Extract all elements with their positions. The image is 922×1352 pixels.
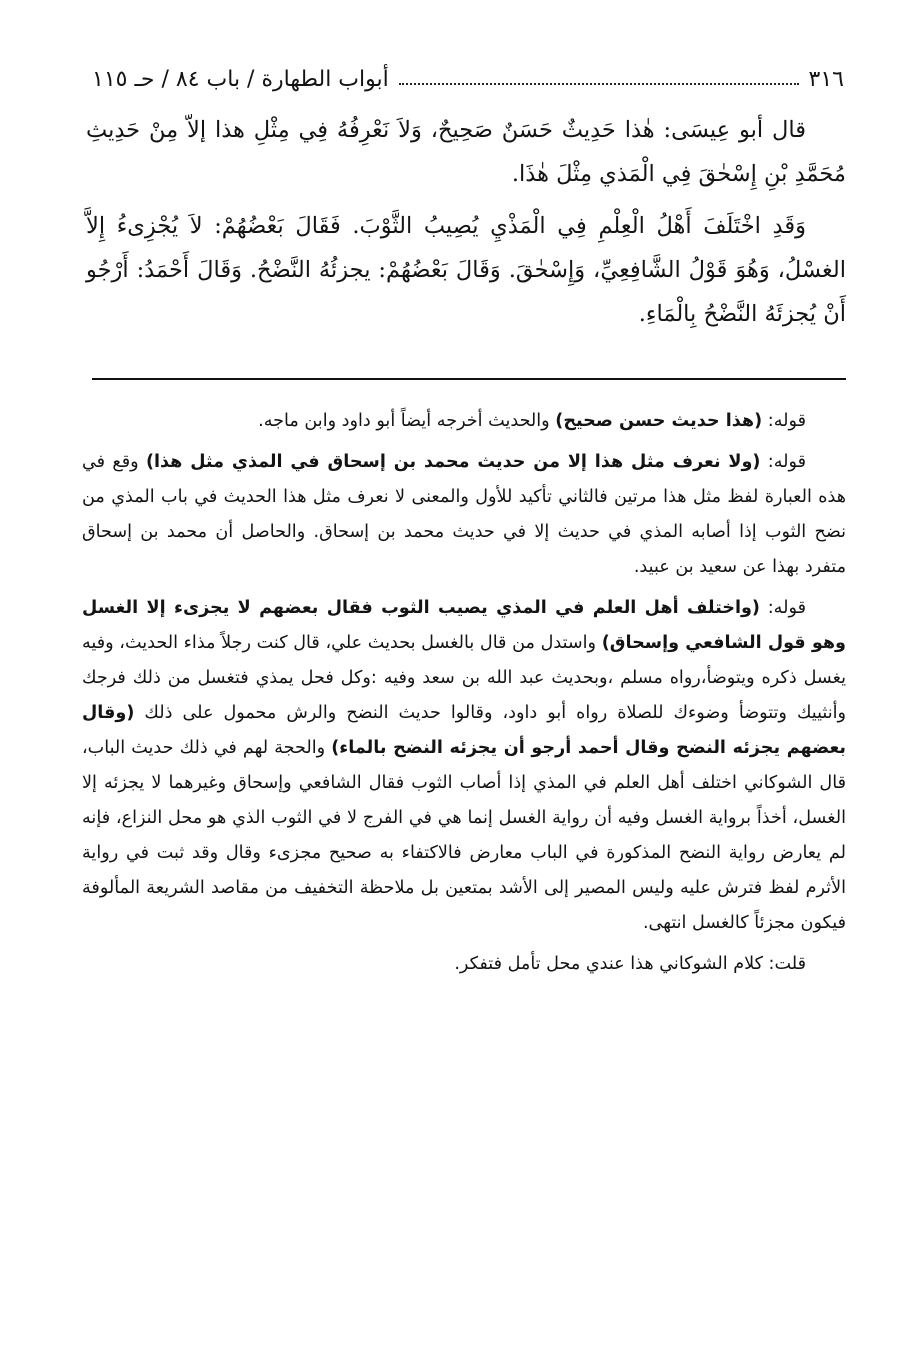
commentary-quote: (ولا نعرف مثل هذا إلا من حديث محمد بن إسحاق في المذي مثل هذا) xyxy=(145,452,761,472)
commentary-paragraph xyxy=(82,947,846,982)
commentary-quote: (واختلف أهل العلم في المذي يصيب الثوب فقال بعضهم لا يجزىء إلا الغسل وهو قول الشافعي وإسحاق) xyxy=(82,598,846,653)
commentary-paragraph xyxy=(82,404,846,439)
commentary-lead: قلت: xyxy=(762,954,806,974)
main-paragraph-1: قال أبو عِيسَى: هٰذا حَدِيثٌ حَسَنٌ صَحِيحٌ، وَلاَ نَعْرِفُهُ فِي مِثْلِ هذا إلاّ مِنْ حَدِيثِ مُحَمَّدِ بْنِ إِسْحٰقَ فِي الْمَذي مِثْلَ هٰذَا. xyxy=(86,117,846,187)
commentary-text: واستدل من قال بالغسل بحديث علي، قال كنت رجلاً مذاء الحديث، وفيه يغسل ذكره ويتوضأ،رواه مسلم ،وبحديث عبد الله بن سعد وفيه :وكل فحل يمذي فتغسل من ذلك فرجك وأنثييك وتتوضأ وضوءك للصلاة رواه أبو داود، وقالوا حديث النضح والرش محمول على ذلك xyxy=(82,633,846,723)
page-header xyxy=(92,58,844,92)
commentary-text: كلام الشوكاني هذا عندي محل تأمل فتفكر. xyxy=(454,954,763,974)
main-paragraph-2: وَقَدِ اخْتَلَفَ أَهْلُ الْعِلْمِ فِي الْمَذْيِ يُصِيبُ الثَّوْبَ. فَقَالَ بَعْضُهُمْ: لاَ يُجْزِىءُ إِلاَّ الغسْلُ، وَهُوَ قَوْلُ الشَّافِعِيِّ، وَإِسْحٰقَ. وَقَالَ بَعْضُهُمْ: يجزئُهُ النَّضْحُ. وَقَالَ أَحْمَدُ: أَرْجُو أَنْ يُجزئَهُ النَّضْحُ بِالْمَاءِ. xyxy=(86,213,846,327)
dotted-leader xyxy=(399,83,799,85)
separator-rule xyxy=(92,378,846,380)
commentary-lead: قوله: xyxy=(760,452,806,472)
commentary-lead: قوله: xyxy=(762,411,806,431)
commentary-text: والحديث أخرجه أيضاً أبو داود وابن ماجه. xyxy=(258,411,556,431)
running-title: أبواب الطهارة / باب ٨٤ / حـ ١١٥ xyxy=(92,67,389,92)
commentary-paragraph xyxy=(82,445,846,585)
commentary-text: والحجة لهم في ذلك حديث الباب، قال الشوكاني اختلف أهل العلم في المذي إذا أصاب الثوب فقال الشافعي وإسحاق وغيرهما لا يجزئه إلا الغسل، أخذاً برواية الغسل وفيه أن رواية الغسل إنما هي في الفرج لا في الثوب الذي هو محل النزاع، فإنه لم يعارض رواية النضح المذكورة في الباب معارض فالاكتفاء به صحيح مجزىء وقال وقد ثبت في رواية الأثرم لفظ فترش عليه وليس المصير إلى الأشد بمتعين بل ملاحظة التخفيف من مقاصد الشريعة المألوفة فيكون مجزئاً كالغسل انتهى. xyxy=(82,738,846,933)
page-number: ٣١٦ xyxy=(808,67,844,92)
commentary-section xyxy=(82,404,846,988)
commentary-lead: قوله: xyxy=(759,598,806,618)
hadith-main-text xyxy=(86,108,846,344)
commentary-paragraph xyxy=(82,591,846,941)
commentary-quote: (وقال بعضهم يجزئه النضح وقال أحمد أرجو أن يجزئه النضح بالماء) xyxy=(82,703,847,758)
commentary-quote: (هذا حديث حسن صحيح) xyxy=(555,411,763,431)
commentary-text: وقع في هذه العبارة لفظ مثل هذا مرتين فالثاني تأكيد للأول والمعنى لا نعرف مثل هذا الحديث في باب المذي من نضح الثوب إذا أصابه المذي في حديث إلا في حديث محمد بن إسحاق. والحاصل أن محمد بن إسحاق متفرد بهذا عن سعيد بن عبيد. xyxy=(82,452,846,577)
